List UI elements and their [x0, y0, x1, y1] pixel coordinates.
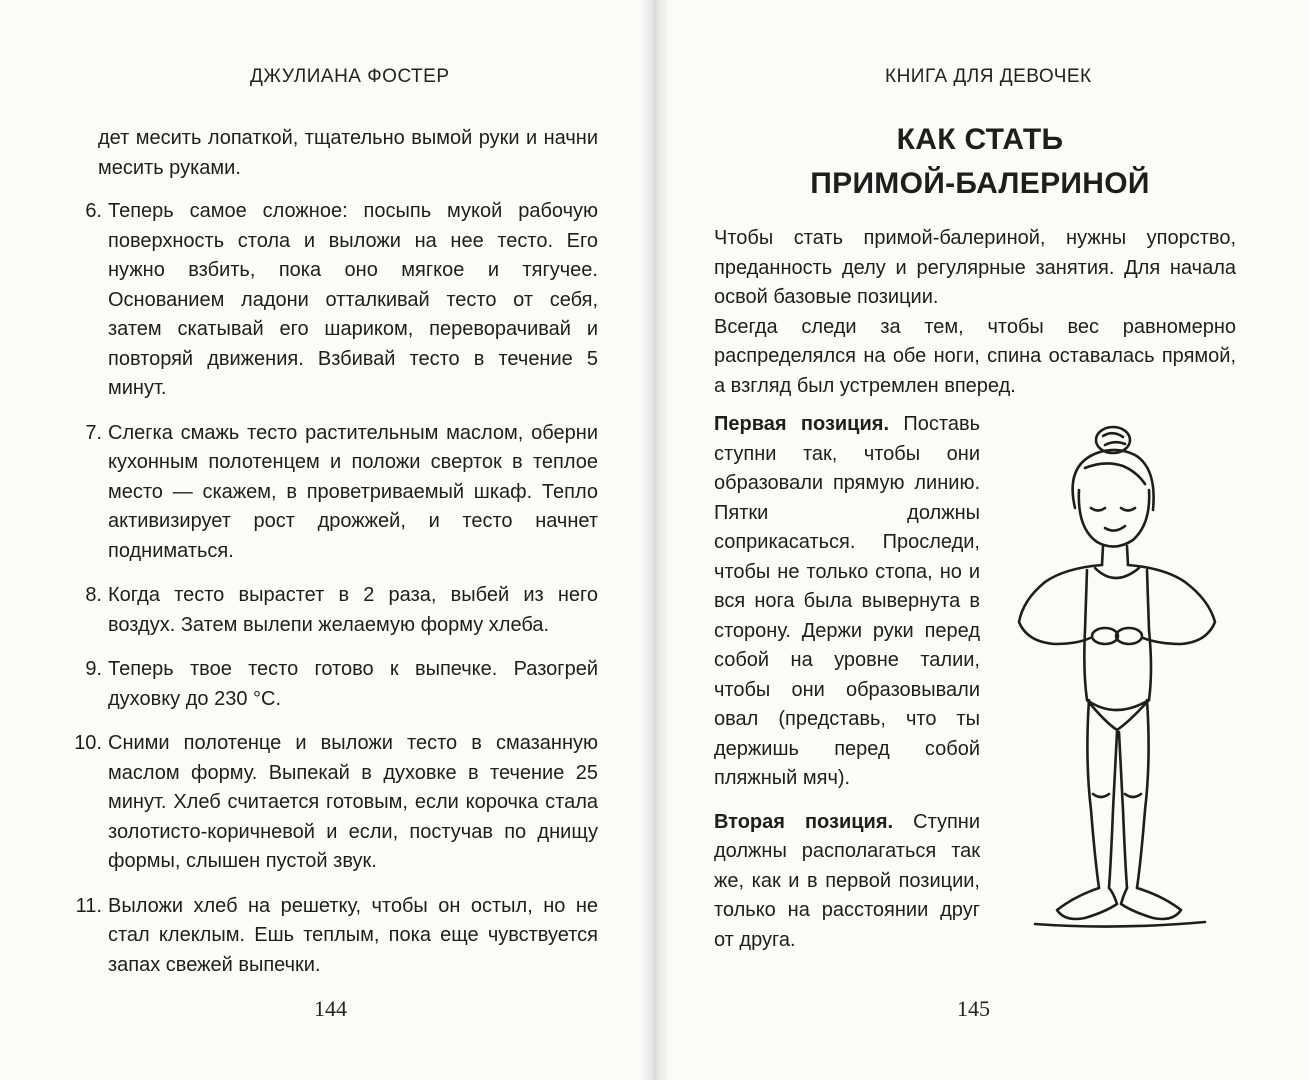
- chapter-title-line-2: ПРИМОЙ-БАЛЕРИНОЙ: [810, 167, 1150, 200]
- step-text: Сними полотенце и выложи тесто в смазанную маслом форму. Выпекай в духовке в течение 25 минут. Хлеб считается готовым, если корочка стала золотисто-коричневой и если, постучав по днищу формы, слышен пустой звук.: [108, 732, 598, 872]
- continuation-paragraph: дет месить лопаткой, тщательно вымой руки и начни месить руками.: [98, 127, 598, 179]
- list-item: [85, 655, 598, 714]
- left-page: [0, 0, 650, 1080]
- list-item: [74, 729, 598, 877]
- list-item: [75, 892, 598, 981]
- list-item: [85, 197, 598, 404]
- page-number-right: 145: [957, 996, 990, 1021]
- first-position-text: Поставь ступни так, чтобы они образовали прямую линию. Пятки должны соприкасаться. Проследи, чтобы не только стопа, но и вся нога была вывернута в сторону. Держи руки перед собой на уровне талии, чтобы они образовывали овал (представь, что ты держишь перед собой пляжный мяч).: [714, 413, 981, 789]
- right-page: [660, 0, 1309, 1080]
- chapter-title: [700, 118, 1260, 206]
- list-item: [85, 419, 598, 567]
- first-position-label: Первая позиция.: [714, 413, 890, 435]
- intro-paragraph-2: Всегда следи за тем, чтобы вес равномерно распределялся на обе ноги, спина оставалась прямой, а взгляд был устремлен вперед.: [714, 315, 1236, 397]
- step-number: 6.: [85, 200, 102, 222]
- ballerina-drawing-icon: [1005, 410, 1235, 930]
- second-position-text: Ступни должны располагаться так же, как и в первой позиции, только на расстоянии друг от друга.: [714, 810, 980, 951]
- positions-column: [714, 410, 980, 969]
- step-text: Слегка смажь тесто растительным маслом, оберни кухонным полотенцем и положи сверток в теплое место — скажем, в проветриваемый шкаф. Тепло активизирует рост дрожжей, и тесто начнет подниматься.: [108, 421, 598, 562]
- second-position-label: Вторая позиция.: [714, 810, 894, 833]
- step-text: Выложи хлеб на решетку, чтобы он остыл, но не стал клеклым. Ешь теплым, пока еще чувствуется запах свежей выпечки.: [108, 894, 598, 976]
- running-head-book-title: КНИГА ДЛЯ ДЕВОЧЕК: [885, 66, 1092, 87]
- chapter-title-line-1: КАК СТАТЬ: [896, 123, 1064, 156]
- step-number: 11.: [75, 894, 102, 917]
- page-number-left: 144: [314, 996, 347, 1021]
- intro-paragraph-1: Чтобы стать примой-балериной, нужны упорство, преданность делу и регулярные занятия. Для начала освой базовые позиции.: [714, 227, 1236, 308]
- first-position-paragraph: [714, 410, 980, 794]
- step-number: 10.: [74, 732, 102, 754]
- intro-text: [714, 224, 1236, 401]
- step-text: Когда тесто вырастет в 2 раза, выбей из него воздух. Затем вылепи желаемую форму хлеба.: [108, 584, 598, 636]
- recipe-steps: [74, 124, 598, 995]
- step-number: 9.: [85, 658, 102, 680]
- list-item: [85, 581, 598, 640]
- step-number: 8.: [85, 584, 102, 606]
- step-text: Теперь самое сложное: посыпь мукой рабочую поверхность стола и выложи на нее тесто. Его нужно взбить, пока оно мягкое и тягучее. Основанием ладони отталкивай тесто от себя, затем скатывай его шариком, переворачивай и повторяй движения. Взбивай тесто в течение 5 минут.: [108, 200, 598, 399]
- running-head-author: ДЖУЛИАНА ФОСТЕР: [250, 66, 450, 87]
- step-number: 7.: [85, 421, 102, 444]
- step-text: Теперь твое тесто готово к выпечке. Разогрей духовку до 230 °С.: [108, 658, 598, 710]
- second-position-paragraph: [714, 808, 980, 956]
- ballerina-illustration: [1005, 410, 1235, 930]
